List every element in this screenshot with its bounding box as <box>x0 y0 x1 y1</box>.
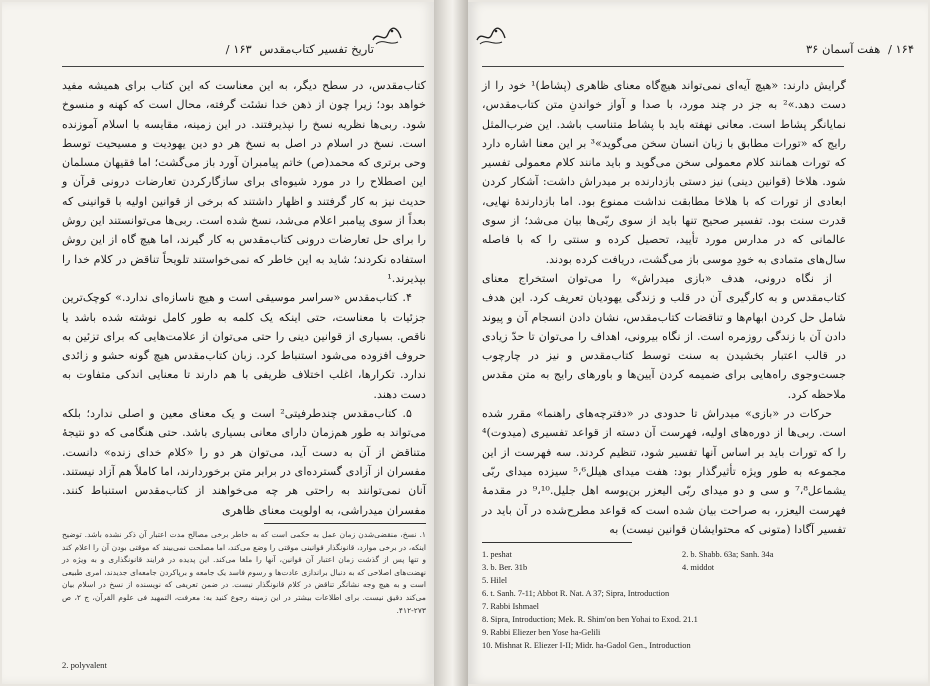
paragraph: کتاب‌مقدس، در سطح دیگر، به این معناست که این کتاب برای همیشه مفید خواهد بود؛ زیرا چون از ذهن خدا نشئت گرفته، محال است که کهنه و منسوخ شود. ربی‌ها نظریه نسخ را نپذیرفتند. در این زمینه، مقایسه با اسلام آموزنده است. نسخ در اسلام در اصل به نسخ هر دو دین یهودیت و مسیحیت توسط وحی برتری که محمد(ص) خاتم پیامبران آورد باز می‌گشت؛ اما فقیهان مسلمان این اصطلاح را در مورد شیوه‌ای برای سازگارکردن تعارضات درونی قرآن و حدیث نیز به کار گرفتند و اظهار داشتند که برخی از قوانین اولیه با قوانینی که بعداً از سوی پیامبر اعلام می‌شد، نسخ شده است. ربی‌ها می‌توانستند این روش را برای حل تعارضات درونی کتاب‌مقدس به کار گیرند، اما هیچ گاه از این روش استفاده نکردند؛ شاید به این خاطر که نمی‌خواستند تلویحاً تناقض در کلام خدا را بپذیرند.¹ <box>62 79 426 285</box>
header-page-number: ۱۶۳ / <box>225 42 252 56</box>
footnote-item: 8. Sipra, Introduction; Mek. R. Shim'on ben Yohai to Exod. 21.1 <box>482 615 698 624</box>
footnote-item: 2. b. Shabb. 63a; Sanh. 34a <box>682 550 774 559</box>
running-header <box>714 42 914 60</box>
footnote-item: 9. Rabbi Eliezer ben Yose ha-Gelili <box>482 628 601 637</box>
footnote-item: 7. Rabbi Ishmael <box>482 602 539 611</box>
header-title: هفت آسمان ۳۶ <box>806 42 881 56</box>
footnote-item: 6. t. Sanh. 7-11; Abbot R. Nat. A 37; Sipra, Introduction <box>482 589 670 598</box>
left-page <box>2 2 434 684</box>
paragraph: ۵. کتاب‌مقدس چندطرفیتی² است و یک معنای معین و اصلی ندارد؛ بلکه می‌تواند به طور هم‌زمان دارای معانی بسیاری باشد. حتی هنگامی که دو نتیجهٔ متناقض از آن به دست آید، می‌توان هر دو را «کلام خدای زنده» دانست. مفسران از آزادی گسترده‌ای در برابر متن برخوردارند، اما کاملاً هم آزاد نیستند. آنان نمی‌توانند به راحتی هر چه می‌خواهند از کتاب‌مقدس استنباط کنند. مفسران میدراشی، به اولویت معنای ظاهری <box>62 407 426 517</box>
footnotes-english <box>482 550 852 650</box>
paragraph: گرایش دارند: «هیچ آیه‌ای نمی‌تواند هیچ‌گاه معنای ظاهری (پشاط)¹ خود را از دست دهد.»² به جز در چند مورد، با صدا و آواز خواندنِ متن کتاب‌مقدس، نمایانگر پشاط است. معانی نهفته باید با پشاط متناسب باشد. این ضرب‌المثل رایج که «تورات مطابق با زبان انسان سخن می‌گوید»³ بر این معنا اشاره دارد که تورات همانند کلام معمولی سخن می‌گوید و باید مانند کلام معمولی تفسیر شود. هلاخا (قوانین دینی) نیز دستی بازدارنده بر میدراش داشت: آشکار کردن ابعادی از تورات که با هلاخا مطابقت نداشت ممنوع بود. اما بازدارندهٔ نهایی، قدرت سنت بود. تفسیر صحیح تنها باید از سوی ربّی‌ها بیان می‌شد؛ از سوی عالمانی که در مدارس مورد تأیید، تحصیل کرده و سنتی را که با فاصله سال‌های متمادی به خودِ موسی باز می‌گشت، دریافت کرده بودند. <box>482 79 847 266</box>
calligraphic-emblem-icon <box>370 24 404 50</box>
header-rule <box>62 66 424 67</box>
running-header <box>114 42 374 60</box>
main-text <box>482 76 846 539</box>
paragraph: حرکات در «بازی» میدراش تا حدودی در «دفترچه‌های راهنما» مقرر شده است. ربی‌ها از دوره‌های اولیه، فهرست آن دسته از قواعد تفسیری (میدوت)⁴ را که تورات باید بر اساس آنها تفسیر شود، تنظیم کردند. سه فهرست از این مجموعه به طور ویژه تأثیرگذار بود: هفت میدای هیلل⁵،⁶ سیزده میدای ربّی یشماعل⁷،⁸ و سی و دو میدای ربّی الیعزر بن‌یوسه اهل جلیل.⁹،¹⁰ در مقدمهٔ فهرست الیعزر، به صراحت بیان شده است که قواعد مطرح‌شده در آن باید در تفسیر آگادا (متونی که محتوایشان قوانین نیست) به <box>482 407 846 536</box>
footnote-item: 1. peshat <box>482 550 512 559</box>
footnote-item: 4. middot <box>682 563 715 572</box>
footnote-item: 3. b. Ber. 31b <box>482 563 528 572</box>
paragraph: از نگاه درونی، هدف «بازی میدراش» را می‌توان استخراج معنای کتاب‌مقدس و به کارگیری آن در قلب و زندگی یهودیان تعریف کرد. این هدف شامل حل کردن ابهام‌ها و تناقضات کتاب‌مقدس، نشان دادن انسجام آن و پیوند دادن آن با زندگی روزمره است. از نگاه بیرونی، اهداف را می‌توان تا حدّ زیادی در قالب اعتبار بخشیدن به سنت توسط کتاب‌مقدس و نیز در چارچوب جست‌وجوی راه‌هایی برای ضمیمه کردن آیین‌ها و باورهای رایج به متن مقدس ملاحظه کرد. <box>482 271 846 401</box>
footnote-persian: ۱. نسخ، منقضی‌شدن زمان عمل به حکمی است که به خاطر برخی مصالح مدت اعتبار آن ذکر نشده باشد. توضیح اینکه، در برخی موارد، قانونگذار قوانینی موقتی را وضع می‌کند، اما مصلحت نمی‌بیند که موقتی بودن آن را اعلام کند و تنها پس از گذشت زمان اعتبار آن قوانین، آنها را ملغا می‌کند. این پدیده در فرایند قانونگذاری و به ویژه در نهضت‌های اصلاحی که به دنبال براندازی عادت‌ها و رسوم فاسد یک جامعه و برپاکردن جامعه‌ای جدیدند، امری طبیعی است و به هیچ وجه نشانگر تناقض در کلام قانونگذار نیست. در ضمن تعریفی که نویسنده از نسخ در اسلام بیان می‌کند دقیق نیست. برای اطلاعات بیشتر در این زمینه رجوع کنید به: معرفت، التمهید فی علوم القرآن، ج ۲، ص ۲۷۳-۴۱۲. <box>62 530 426 615</box>
header-title: تاریخ تفسیر کتاب‌مقدس <box>259 42 374 56</box>
main-text <box>62 76 426 520</box>
book-gutter <box>434 0 468 686</box>
footnote-english: 2. polyvalent <box>62 660 107 670</box>
right-page <box>468 2 928 684</box>
footnote-item: 5. Hilel <box>482 576 508 585</box>
header-rule <box>482 66 844 67</box>
header-page-number: ۱۶۴ / <box>887 42 914 56</box>
footnote-rule <box>264 523 426 524</box>
calligraphic-emblem-icon <box>474 24 508 50</box>
paragraph: ۴. کتاب‌مقدس «سراسر موسیقی است و هیچ ناسازه‌ای ندارد.» کوچک‌ترین جزئیات با معناست، حتی اینکه یک کلمه به طور کامل نوشته شده باشد یا ناقص. بسیاری از قوانین دینی را حتی می‌توان از علامت‌هایی که برای تزئین به حروف افزوده می‌شود استنباط کرد. زبان کتاب‌مقدس هیچ گونه حشو و زائدی ندارد. تکرارها، اغلب اختلاف ظریفی با هم دارند تا معنایی اندکی متفاوت به دست دهند. <box>62 291 426 401</box>
footnote-item: 10. Mishnat R. Eliezer I-II; Midr. ha-Gadol Gen., Introduction <box>482 641 691 650</box>
footnote-rule <box>482 542 632 543</box>
